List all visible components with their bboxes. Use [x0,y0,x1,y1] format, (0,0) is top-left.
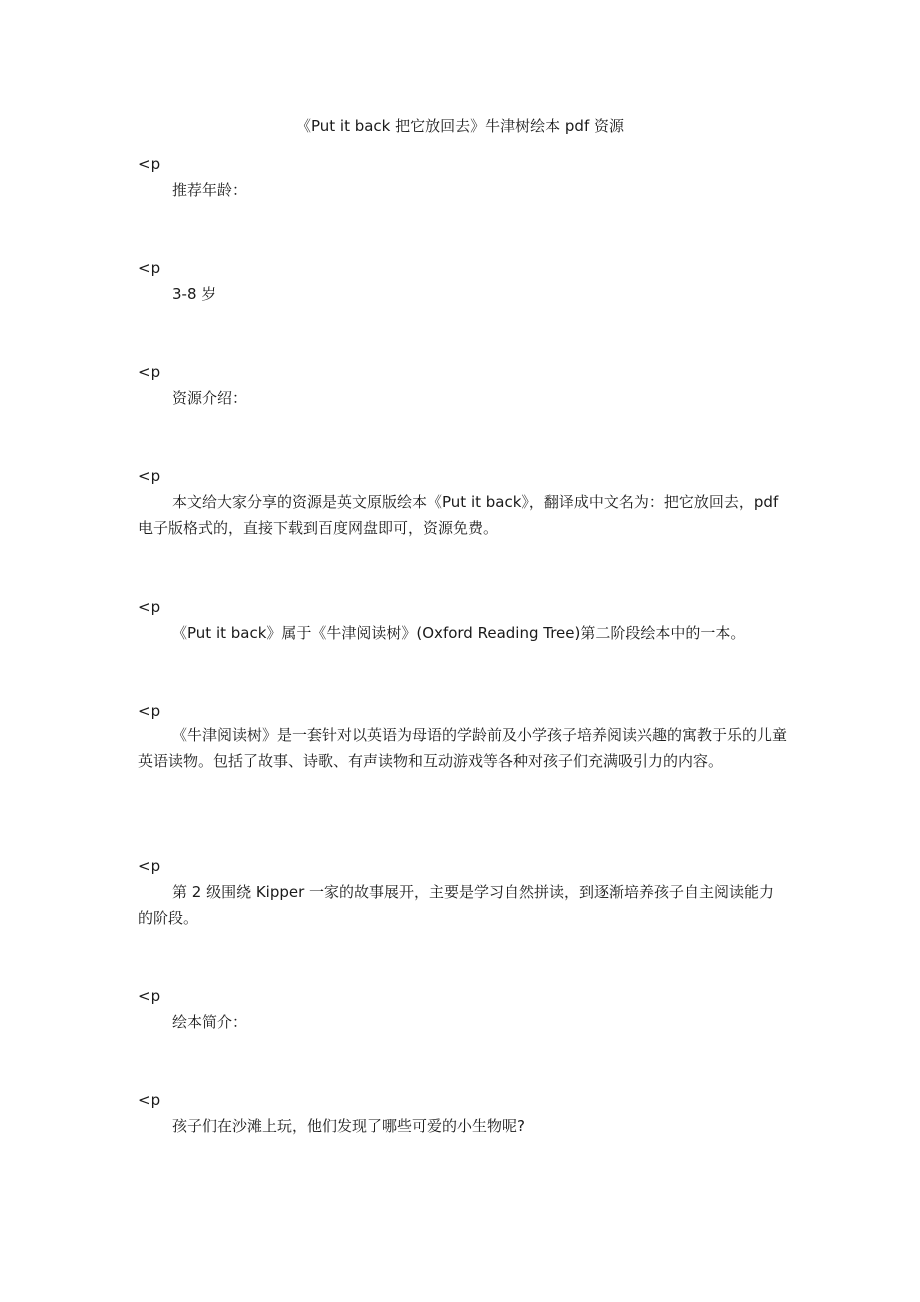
paragraph-age-range: 3-8 岁 [172,285,217,303]
paragraph-marker: <p [138,259,161,277]
paragraph-level-two-info: 第 2 级围绕 Kipper 一家的故事展开，主要是学习自然拼读，到逐渐培养孩子自主阅读能力的阶段。 [138,883,775,927]
paragraph-marker: <p [138,363,161,381]
paragraph-marker: <p [138,155,161,173]
paragraph-resource-description: 本文给大家分享的资源是英文原版绘本《Put it back》，翻译成中文名为：把它放回去，pdf 电子版格式的，直接下载到百度网盘即可，资源免费。 [138,493,779,537]
paragraph-marker: <p [138,857,161,875]
paragraph-marker: <p [138,702,161,720]
paragraph-recommended-age-label: 推荐年龄： [172,181,248,199]
paragraph-marker: <p [138,1091,161,1109]
paragraph-oxford-description: 《牛津阅读树》是一套针对以英语为母语的学龄前及小学孩子培养阅读兴趣的寓教于乐的儿童英语读物。包括了故事、诗歌、有声读物和互动游戏等各种对孩子们充满吸引力的内容。 [138,726,788,770]
paragraph-resource-intro-label: 资源介绍： [172,389,248,407]
paragraph-marker: <p [138,467,161,485]
paragraph-book-intro-label: 绘本简介： [172,1013,248,1031]
paragraph-book-summary: 孩子们在沙滩上玩，他们发现了哪些可爱的小生物呢? [172,1117,525,1135]
paragraph-series-info: 《Put it back》属于《牛津阅读树》(Oxford Reading Tree)第二阶段绘本中的一本。 [172,624,746,642]
paragraph-marker: <p [138,598,161,616]
paragraph-marker: <p [138,987,161,1005]
document-title: 《Put it back 把它放回去》牛津树绘本 pdf 资源 [295,117,625,135]
